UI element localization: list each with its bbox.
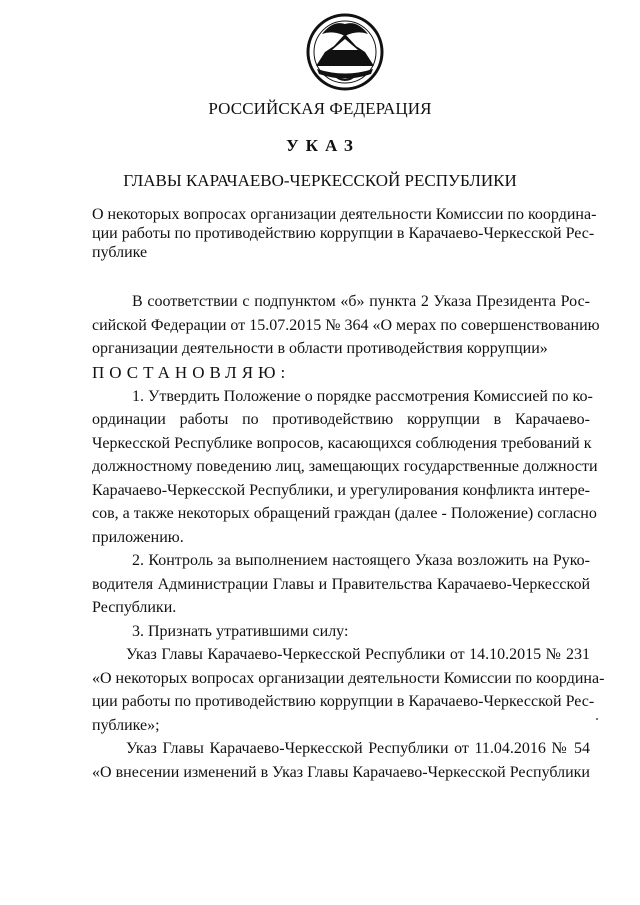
item3-sub1-line: публике»; (92, 716, 160, 734)
item3-sub2-line: Указ Главы Карачаево-Черкесской Республики от 11.04.2016 № 54 (126, 740, 590, 757)
issuer-heading: ГЛАВЫ КАРАЧАЕВО-ЧЕРКЕССКОЙ РЕСПУБЛИКИ (123, 171, 517, 190)
item3-sub2-line: «О внесении изменений в Указ Главы Карачаево-Черкесской Республики (92, 763, 590, 781)
item3-sub1-line: «О некоторых вопросах организации деятельности Комиссии по координа- (92, 669, 605, 687)
item3-sub1-line: Указ Главы Карачаево-Черкесской Республики от 14.10.2015 № 231 (126, 646, 590, 663)
item2-line: Республики. (92, 599, 177, 616)
item1-line: приложению. (92, 528, 184, 546)
title-line: ции работы по противодействию коррупции в Карачаево-Черкесской Рес- (92, 225, 595, 242)
title-line: публике (92, 244, 148, 261)
preamble-line: сийской Федерации от 15.07.2015 № 364 «О мерах по совершенствованию (92, 316, 600, 334)
document-body (92, 290, 605, 784)
item2-line: 2. Контроль за выполнением настоящего Указа возложить на Руко- (132, 552, 590, 569)
coat-of-arms-icon (305, 12, 385, 92)
resolve-heading: ПОСТАНОВЛЯЮ: (92, 362, 291, 382)
document-title (92, 205, 597, 262)
item3-heading: 3. Признать утратившими силу: (132, 622, 349, 640)
country-heading: РОССИЙСКАЯ ФЕДЕРАЦИЯ (208, 99, 432, 118)
preamble-line: В соответствии с подпунктом «б» пункта 2 Указа Президента Рос- (132, 293, 590, 310)
item1-line: 1. Утвердить Положение о порядке рассмотрения Комиссией по ко- (132, 387, 593, 405)
item1-line: сов, а также некоторых обращений граждан (далее - Положение) согласно (92, 505, 597, 522)
item1-line: Карачаево-Черкесской Республики, и урегулирования конфликта интере- (92, 481, 590, 499)
document-type-heading: УКАЗ (286, 136, 360, 155)
item3-sub1-line: ции работы по противодействию коррупции в Карачаево-Черкесской Рес- (92, 693, 595, 710)
scan-speck (596, 718, 598, 720)
item2-line: водителя Администрации Главы и Правительства Карачаево-Черкесской (92, 575, 590, 593)
title-line: О некоторых вопросах организации деятельности Комиссии по координа- (92, 206, 597, 223)
item1-line: Черкесской Республике вопросов, касающихся соблюдения требований к (92, 434, 592, 452)
preamble-line: организации деятельности в области противодействия коррупции» (92, 340, 548, 357)
item1-line: ординации работы по противодействию коррупции в Карачаево- (92, 411, 590, 428)
item1-line: должностному поведению лиц, замещающих государственные должности (92, 458, 598, 475)
